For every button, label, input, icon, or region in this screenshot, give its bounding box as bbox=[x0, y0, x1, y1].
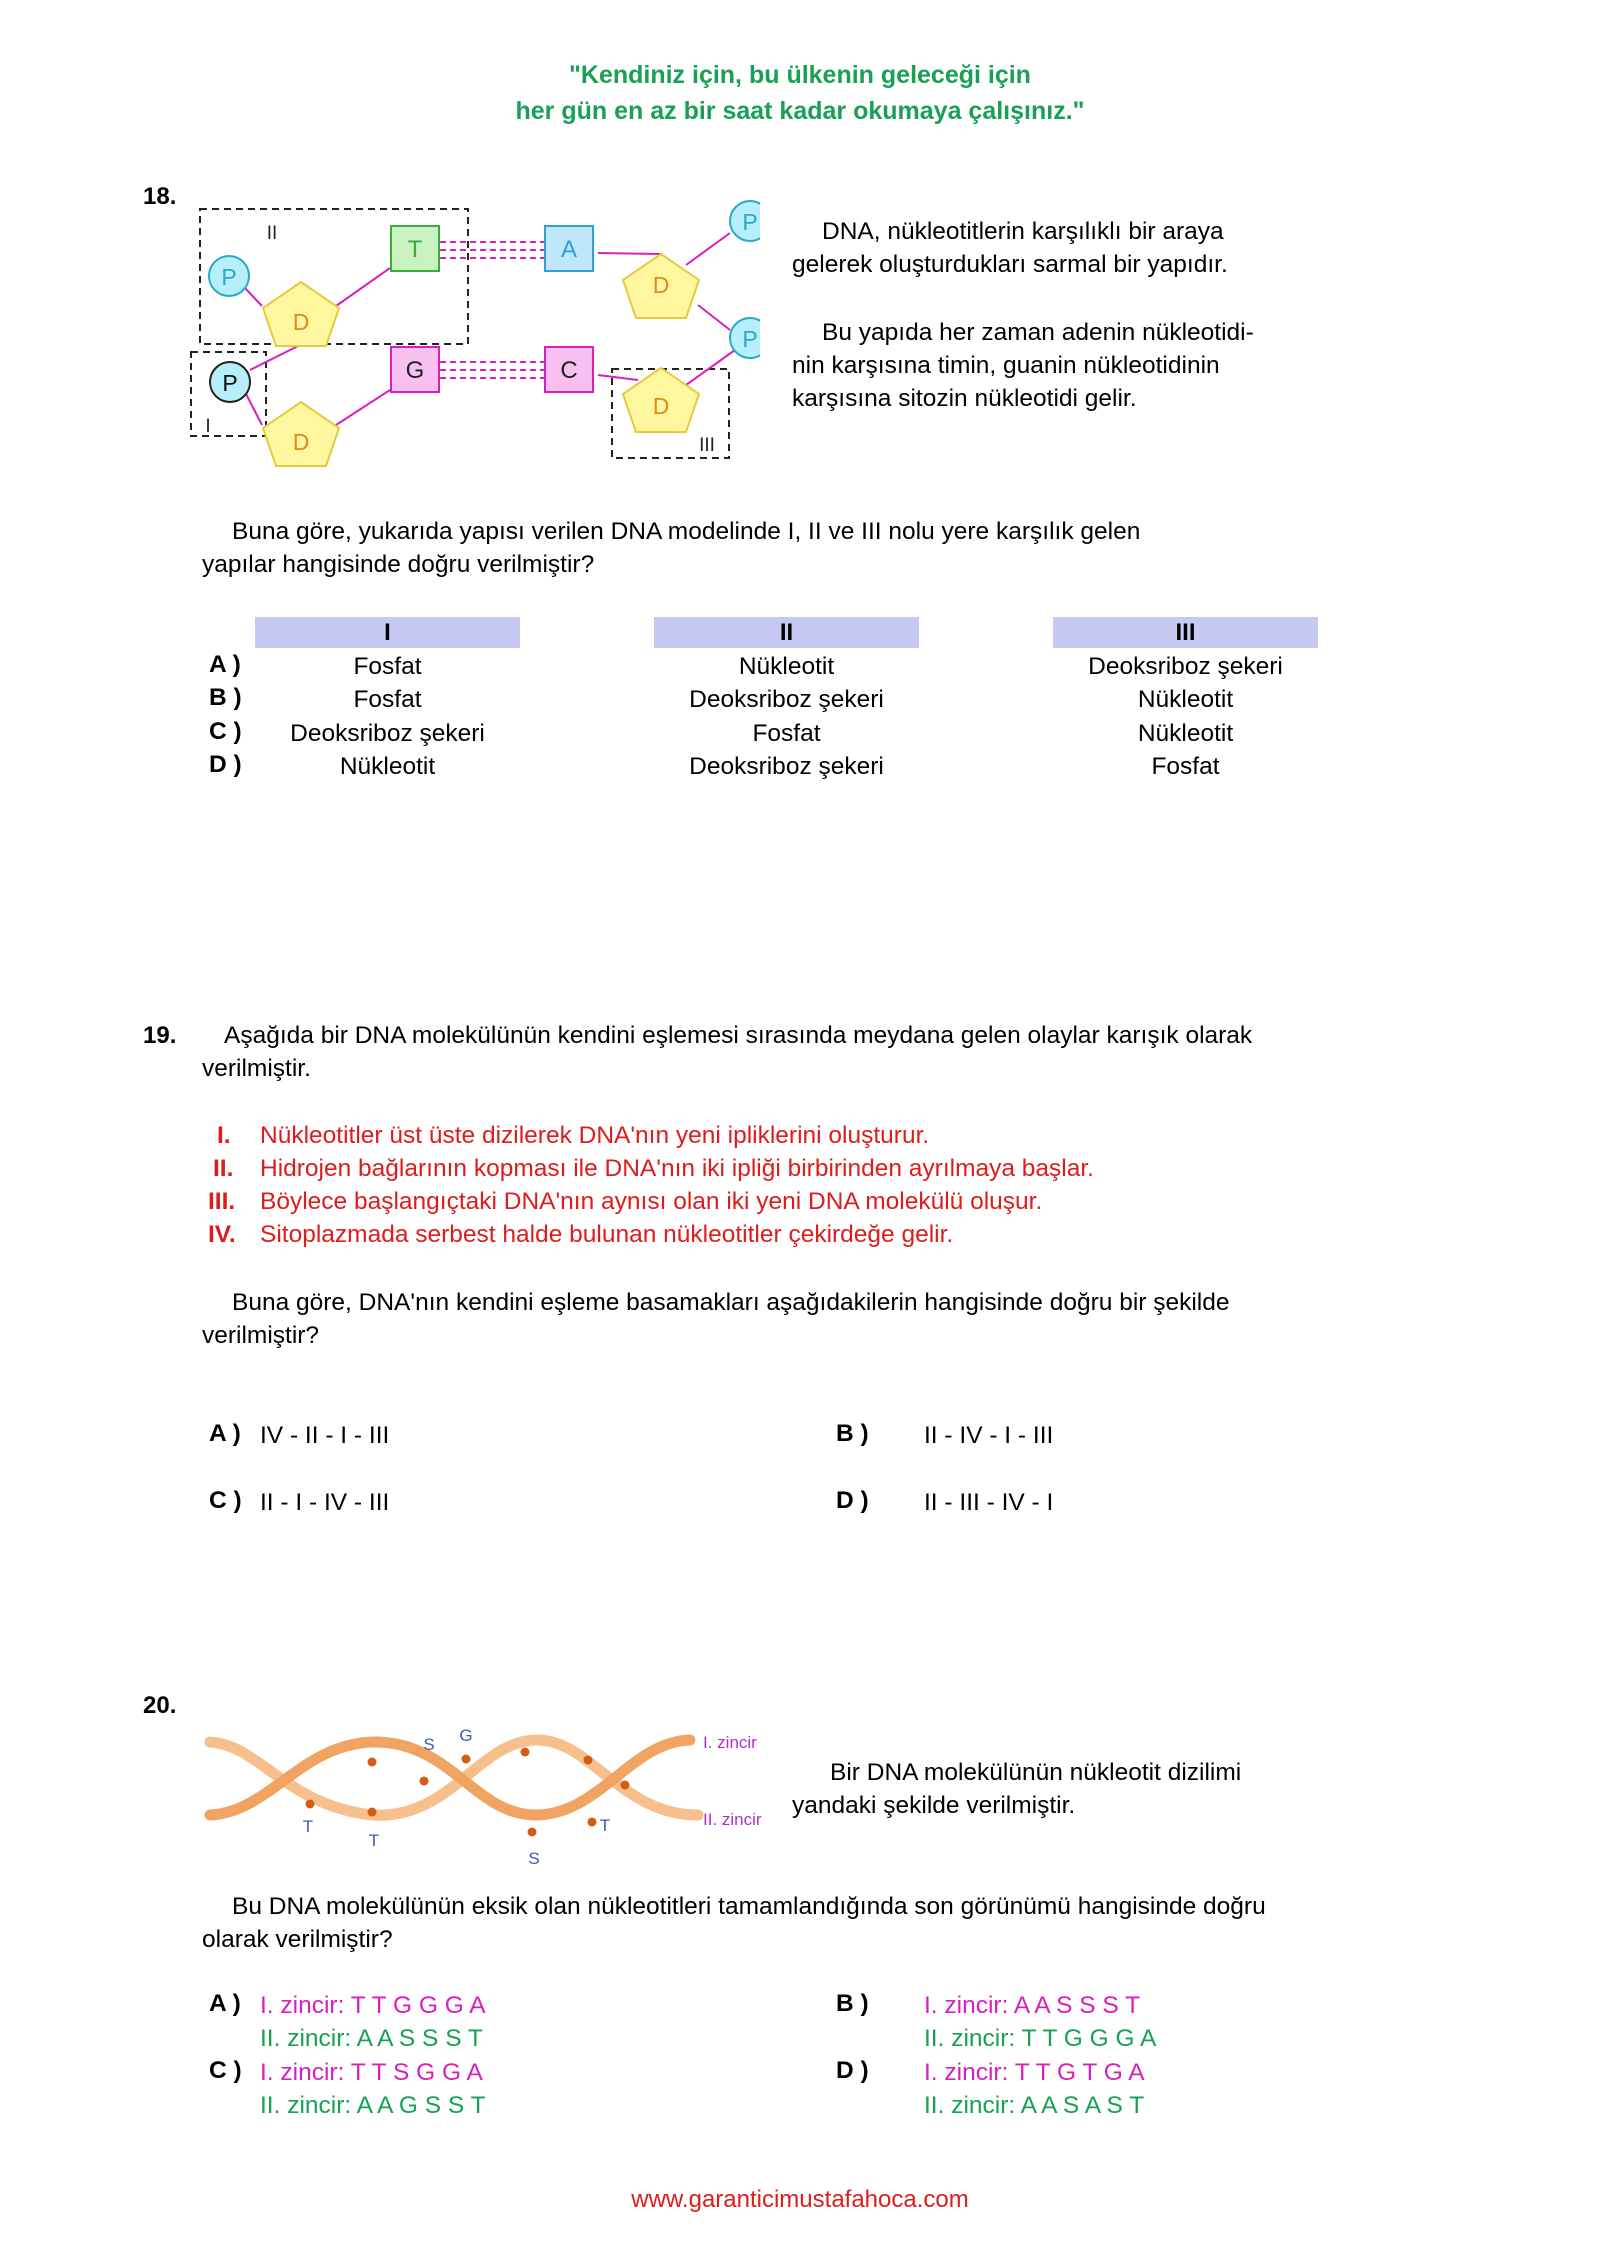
question-number-18: 18. bbox=[143, 183, 177, 210]
upper-base-label: G bbox=[459, 1726, 473, 1745]
table-cell: Nükleotit bbox=[339, 753, 436, 780]
table-cell: Nükleotit bbox=[1137, 720, 1234, 747]
option-D-letter[interactable]: D ) bbox=[209, 751, 242, 778]
q20-option-D-strand-I[interactable]: I. zincir: T T G T G A bbox=[924, 2059, 1145, 2086]
q18-info-line-1: DNA, nükleotitlerin karşılıklı bir araya bbox=[822, 218, 1224, 245]
q19-option-A-letter[interactable]: A ) bbox=[209, 1420, 241, 1447]
question-number-20: 20. bbox=[143, 1692, 177, 1719]
q20-option-A-strand-II[interactable]: II. zincir: A A S S S T bbox=[260, 2025, 483, 2052]
q18-question-line-2: yapılar hangisinde doğru verilmiştir? bbox=[202, 551, 595, 578]
motto-line-2: her gün en az bir saat kadar okumaya çalışınız." bbox=[515, 97, 1085, 125]
diagram-label-I: I bbox=[205, 416, 211, 437]
strand-I-label: I. zincir bbox=[703, 1733, 757, 1752]
event-text: Sitoplazmada serbest halde bulunan nükleotitler çekirdeğe gelir. bbox=[260, 1221, 954, 1248]
q19-option-C-letter[interactable]: C ) bbox=[209, 1487, 242, 1514]
q20-option-C-letter[interactable]: C ) bbox=[209, 2057, 242, 2084]
event-number: III. bbox=[208, 1188, 236, 1215]
q18-info-line-2: gelerek oluşturdukları sarmal bir yapıdır. bbox=[792, 251, 1228, 278]
option-B-letter[interactable]: B ) bbox=[209, 684, 242, 711]
table-header-I: I bbox=[255, 617, 520, 648]
q19-option-D-letter[interactable]: D ) bbox=[836, 1487, 869, 1514]
lower-base-label: S bbox=[528, 1849, 540, 1868]
lower-base-label: T bbox=[368, 1831, 380, 1850]
q20-option-C-strand-I[interactable]: I. zincir: T T S G G A bbox=[260, 2059, 483, 2086]
q19-option-B-text[interactable]: II - IV - I - III bbox=[924, 1422, 1054, 1449]
event-number: I. bbox=[217, 1122, 231, 1149]
q20-option-B-strand-II[interactable]: II. zincir: T T G G G A bbox=[924, 2025, 1157, 2052]
q20-option-A-letter[interactable]: A ) bbox=[209, 1990, 241, 2017]
diagram-label-II: II bbox=[266, 223, 278, 244]
svg-text:P: P bbox=[742, 326, 758, 352]
q19-question-line-1: Buna göre, DNA'nın kendini eşleme basamakları aşağıdakilerin hangisinde doğru bir şekilde bbox=[232, 1289, 1230, 1316]
strand-II-label: II. zincir bbox=[703, 1810, 762, 1829]
helix-strand-I bbox=[210, 1740, 690, 1815]
table-cell: Fosfat bbox=[353, 686, 422, 713]
table-cell: Fosfat bbox=[353, 653, 422, 680]
q20-info-line-1: Bir DNA molekülünün nükleotit dizilimi bbox=[830, 1759, 1242, 1786]
event-text: Hidrojen bağlarının kopması ile DNA'nın iki ipliği birbirinden ayrılmaya başlar. bbox=[260, 1155, 1094, 1182]
table-header-II: II bbox=[654, 617, 919, 648]
svg-text:P: P bbox=[222, 370, 238, 396]
svg-text:D: D bbox=[292, 429, 310, 455]
diagram-label-III: III bbox=[699, 435, 715, 456]
question-number-19: 19. bbox=[143, 1022, 177, 1049]
lower-base-label: T bbox=[302, 1817, 314, 1836]
svg-text:A: A bbox=[560, 236, 578, 263]
table-cell: Deoksriboz şekeri bbox=[1088, 653, 1283, 680]
event-text: Nükleotitler üst üste dizilerek DNA'nın yeni ipliklerini oluşturur. bbox=[260, 1122, 930, 1149]
motto-line-1: "Kendiniz için, bu ülkenin geleceği için bbox=[569, 61, 1031, 89]
table-cell: Deoksriboz şekeri bbox=[689, 686, 884, 713]
q20-option-D-letter[interactable]: D ) bbox=[836, 2057, 869, 2084]
event-number: IV. bbox=[208, 1221, 236, 1248]
table-cell: Deoksriboz şekeri bbox=[290, 720, 485, 747]
q20-option-C-strand-II[interactable]: II. zincir: A A G S S T bbox=[260, 2092, 486, 2119]
q20-question-line-2: olarak verilmiştir? bbox=[202, 1926, 393, 1953]
event-text: Böylece başlangıçtaki DNA'nın aynısı olan iki yeni DNA molekülü oluşur. bbox=[260, 1188, 1043, 1215]
dna-double-helix-diagram bbox=[0, 0, 800, 1900]
q18-question-line-1: Buna göre, yukarıda yapısı verilen DNA modelinde I, II ve III nolu yere karşılık gelen bbox=[232, 518, 1141, 545]
table-cell: Nükleotit bbox=[1137, 686, 1234, 713]
table-cell: Fosfat bbox=[752, 720, 821, 747]
svg-text:P: P bbox=[221, 264, 237, 290]
q19-option-D-text[interactable]: II - III - IV - I bbox=[924, 1489, 1054, 1516]
q18-info-line-4: nin karşısına timin, guanin nükleotidinin bbox=[792, 352, 1220, 379]
svg-text:C: C bbox=[560, 357, 578, 384]
event-number: II. bbox=[213, 1155, 234, 1182]
table-cell: Fosfat bbox=[1151, 753, 1220, 780]
table-cell: Nükleotit bbox=[738, 653, 835, 680]
q19-question-line-2: verilmiştir? bbox=[202, 1322, 320, 1349]
svg-text:P: P bbox=[742, 209, 758, 235]
footer-url[interactable]: www.garanticimustafahoca.com bbox=[631, 2186, 969, 2213]
svg-text:D: D bbox=[652, 272, 670, 298]
q20-info-line-2: yandaki şekilde verilmiştir. bbox=[792, 1792, 1076, 1819]
option-A-letter[interactable]: A ) bbox=[209, 651, 241, 678]
q19-intro-line-1: Aşağıda bir DNA molekülünün kendini eşlemesi sırasında meydana gelen olaylar karışık olarak bbox=[224, 1022, 1253, 1049]
q19-option-B-letter[interactable]: B ) bbox=[836, 1420, 869, 1447]
q20-option-B-letter[interactable]: B ) bbox=[836, 1990, 869, 2017]
table-header-III: III bbox=[1053, 617, 1318, 648]
upper-base-label: S bbox=[423, 1735, 435, 1754]
q19-intro-line-2: verilmiştir. bbox=[202, 1055, 311, 1082]
svg-text:D: D bbox=[292, 309, 310, 335]
lower-base-label: T bbox=[599, 1816, 611, 1835]
q19-option-A-text[interactable]: IV - II - I - III bbox=[260, 1422, 390, 1449]
svg-text:T: T bbox=[407, 236, 423, 263]
table-cell: Deoksriboz şekeri bbox=[689, 753, 884, 780]
q20-option-B-strand-I[interactable]: I. zincir: A A S S S T bbox=[924, 1992, 1141, 2019]
q18-info-line-5: karşısına sitozin nükleotidi gelir. bbox=[792, 385, 1137, 412]
q20-question-line-1: Bu DNA molekülünün eksik olan nükleotitleri tamamlandığında son görünümü hangisinde doğru bbox=[232, 1893, 1266, 1920]
q19-option-C-text[interactable]: II - I - IV - III bbox=[260, 1489, 390, 1516]
q20-option-A-strand-I[interactable]: I. zincir: T T G G G A bbox=[260, 1992, 486, 2019]
svg-text:D: D bbox=[652, 393, 670, 419]
q18-info-line-3: Bu yapıda her zaman adenin nükleotidi- bbox=[822, 319, 1254, 346]
q20-option-D-strand-II[interactable]: II. zincir: A A S A S T bbox=[924, 2092, 1145, 2119]
option-C-letter[interactable]: C ) bbox=[209, 718, 242, 745]
svg-text:G: G bbox=[405, 357, 425, 384]
